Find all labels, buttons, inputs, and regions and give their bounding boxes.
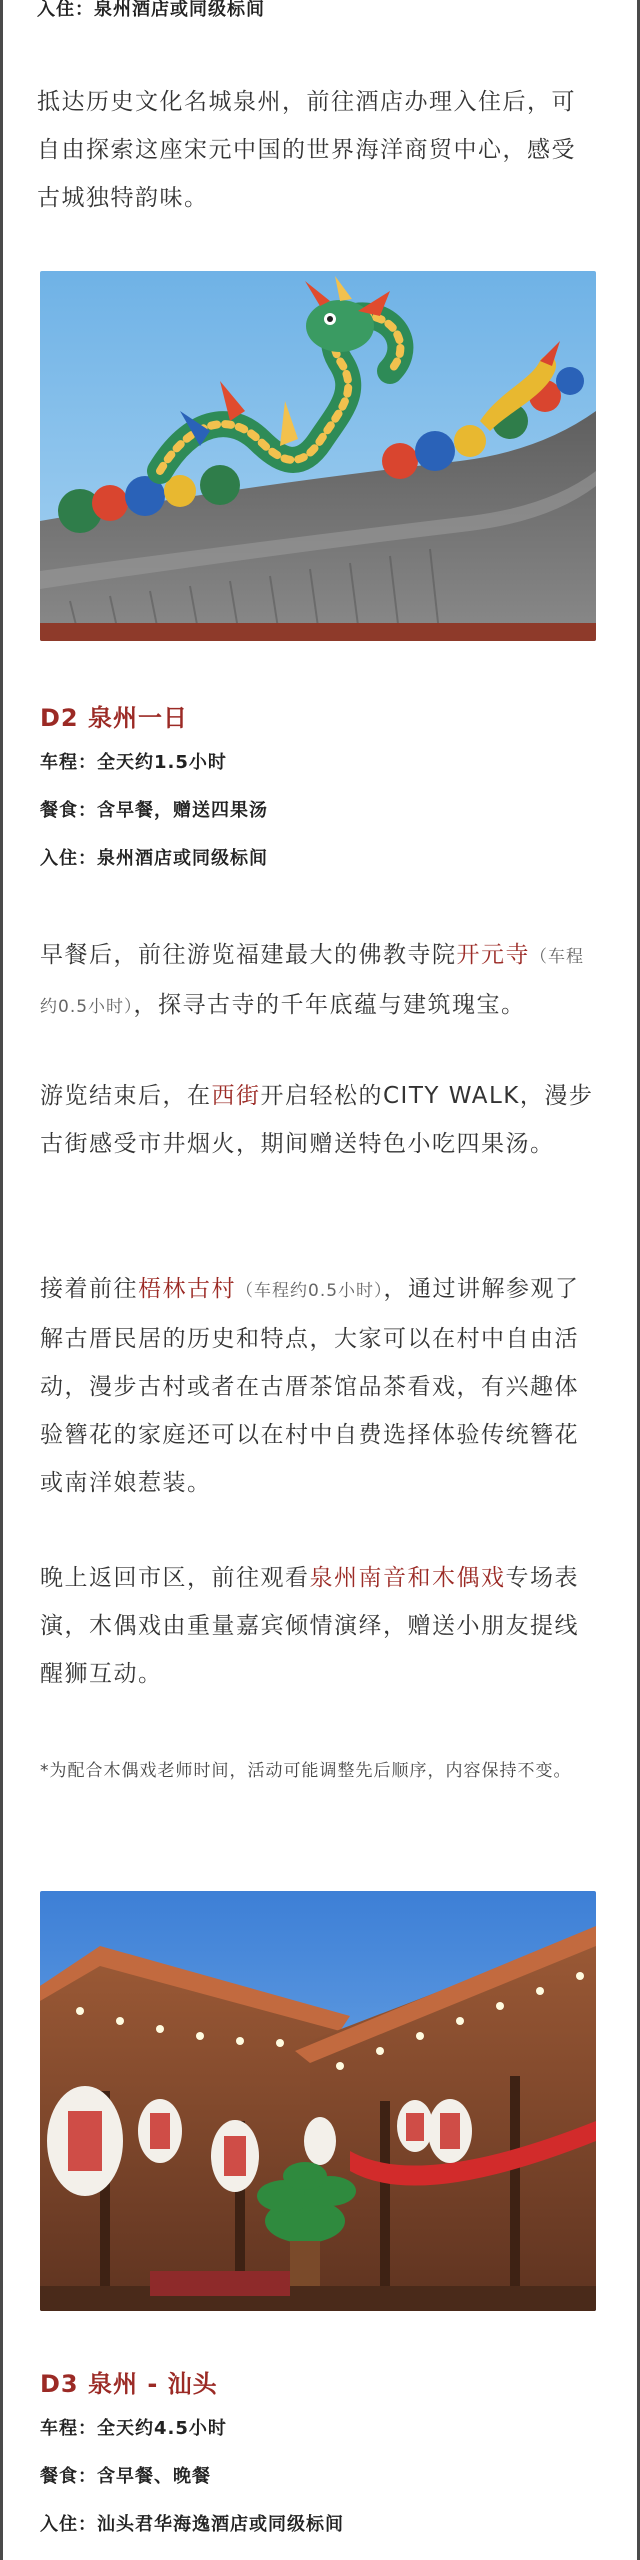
p3-text-a: 接着前往 [40, 1276, 138, 1302]
d3-stay: 入住：汕头君华海逸酒店或同级标间 [40, 2514, 344, 2535]
d2-paragraph-1 [40, 931, 596, 1031]
d3-drive: 车程：全天约4.5小时 [40, 2418, 227, 2439]
d3-title: D3 泉州 - 汕头 [40, 2370, 218, 2398]
wulin-village-highlight: 梧林古村 [138, 1276, 236, 1302]
d1-intro: 抵达历史文化名城泉州，前往酒店办理入住后，可自由探索这座宋元中国的世界海洋商贸中心，感受古城独特韵味。 [37, 89, 576, 211]
p3-drive-note: （车程约0.5小时） [236, 1281, 384, 1301]
p1-text-a: 早餐后，前往游览福建最大的佛教寺院 [40, 942, 457, 968]
dragon-roof-photo [40, 271, 596, 641]
d2-note: *为配合木偶戏老师时间，活动可能调整先后顺序，内容保持不变。 [40, 1761, 572, 1781]
p4-text-b: 专场表演，木偶戏由重量嘉宾倾情演绎，赠送小朋友提线醒狮互动。 [40, 1565, 579, 1687]
d2-paragraph-2 [40, 1072, 596, 1168]
d2-paragraph-3 [40, 1265, 596, 1507]
d2-title: D2 泉州一日 [40, 704, 188, 732]
p4-text-a: 晚上返回市区，前往观看 [40, 1565, 310, 1591]
p1-text-b: ，探寻古寺的千年底蕴与建筑瑰宝。 [133, 992, 526, 1018]
p3-text-b: ，通过讲解参观了解古厝民居的历史和特点，大家可以在村中自由活动，漫步古村或者在古厝茶馆品茶看戏，有兴趣体验簪花的家庭还可以在村中自费选择体验传统簪花或南洋娘惹装。 [40, 1276, 580, 1496]
courtyard-illustration [40, 1891, 596, 2311]
d1-stay: 入住：泉州酒店或同级标间 [37, 0, 265, 20]
west-street-highlight: 西街 [211, 1083, 261, 1109]
nanyin-puppet-highlight: 泉州南音和木偶戏 [309, 1565, 506, 1591]
p1-drive-note: （车程约0.5小时） [40, 947, 584, 1017]
p2-text-b: 开启轻松的CITY WALK，漫步古街感受市井烟火，期间赠送特色小吃四果汤。 [40, 1083, 594, 1157]
d2-stay: 入住：泉州酒店或同级标间 [40, 848, 268, 869]
courtyard-lantern-photo [40, 1891, 596, 2311]
d2-drive: 车程：全天约1.5小时 [40, 752, 227, 773]
p2-text-a: 游览结束后，在 [40, 1083, 212, 1109]
d3-meals: 餐食：含早餐、晚餐 [40, 2466, 211, 2487]
d2-paragraph-4 [40, 1554, 596, 1698]
kaiyuan-temple-highlight: 开元寺 [456, 942, 530, 968]
d2-meals: 餐食：含早餐，赠送四果汤 [40, 800, 268, 821]
dragon-roof-illustration [40, 271, 596, 641]
